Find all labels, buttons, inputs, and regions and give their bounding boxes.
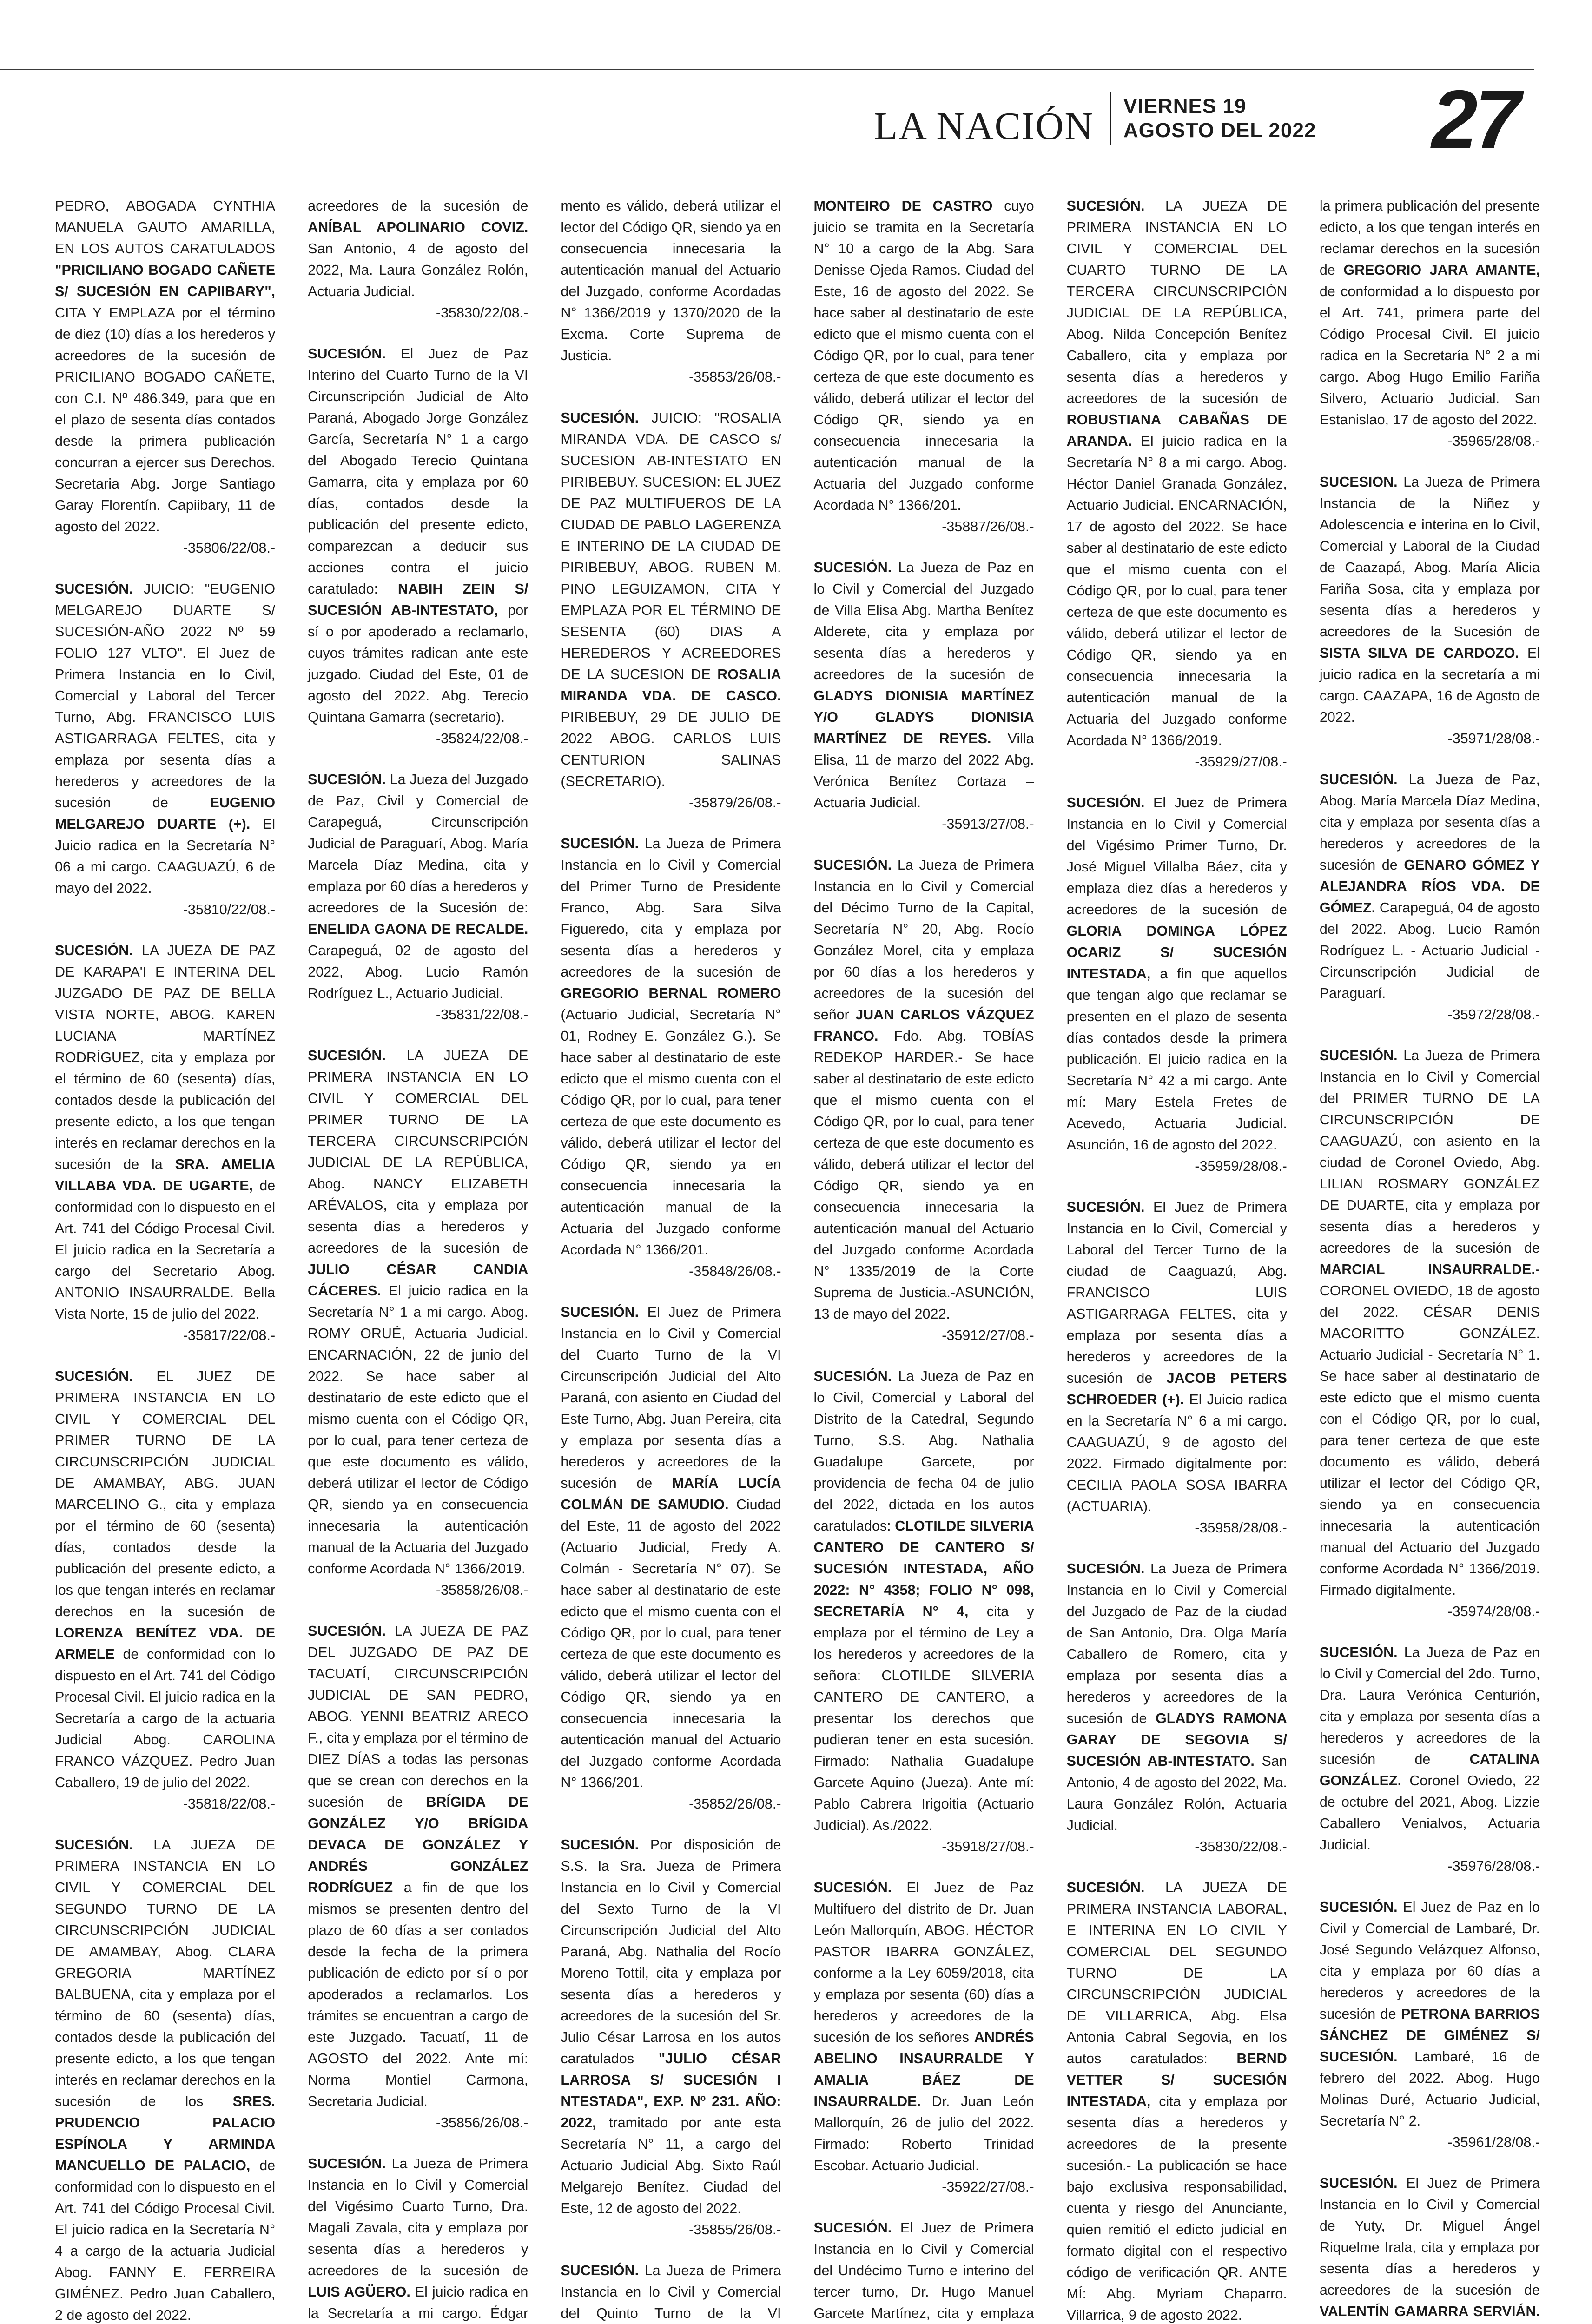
notice-details: PIRIBEBUY, 29 DE JULIO DE 2022 ABOG. CARLOS LUIS CENTURION SALINAS (SECRETARIO). [561,709,781,789]
notice-details: por sí o por apoderado a reclamarlo, cuyos trámites radican ante este juzgado. Ciudad del Este, 01 de agosto del 2022. Abg. Terecio Quintana Gamarra (secretario). [308,602,528,725]
notice-text: La Jueza de Paz, Abog. María Marcela Díaz Medina, cita y emplaza por sesenta días a herederos y acreedores de la sucesión de [1319,772,1540,873]
legal-notice [308,343,528,749]
notice-heading: SUCESIÓN. [561,1304,639,1320]
notice-heading: SUCESION. [1319,474,1398,490]
legal-notice [561,833,781,1282]
notice-details: de conformidad con lo dispuesto en el Art. 741 del Código Procesal Civil. El juicio radica en la Secretaría a cargo de la actuaria Judicial Abog. CAROLINA FRANCO VÁZQUEZ. Pedro Juan Caballero, 19 de julio del 2022. [55,1646,276,1790]
notice-reference: -35961/28/08.- [1447,2134,1540,2150]
notice-details: tramitado por ante esta Secretaría N° 11, a cargo del Actuario Judicial Abg. Sixto Raúl Melgarejo Benítez. Ciudad del Este, 12 de agosto del 2022. [561,2115,781,2216]
notice-name: ANÍBAL APOLINARIO COVIZ. [308,219,528,235]
notice-details: Villa Elisa, 11 de marzo del 2022 Abg. Verónica Benítez Cortaza – Actuaria Judicial. [813,731,1034,811]
legal-notice [813,854,1034,1346]
notice-reference: -35806/22/08.- [183,540,276,556]
legal-notice [1320,1045,1540,1622]
notice-details: Coronel Oviedo, 22 de octubre del 2021, Abog. Lizzie Caballero Venialvos, Actuaria Judicial. [1319,1773,1540,1853]
notice-heading: SUCESIÓN. [561,836,639,852]
notice-text: LA JUEZA DE PAZ DE KARAPA'I E INTERINA DEL JUZGADO DE PAZ DE BELLA VISTA NORTE, ABOG. KAREN LUCIANA MARTÍNEZ RODRÍGUEZ, cita y emplaza por el término de 60 (sesenta) días, contados desde la publicación del presente edicto, a los que tengan interés en reclamar derechos en la sucesión de la [55,943,276,1172]
notice-details: cita y emplaza por sesenta días a herederos y acreedores de la presente sucesión.- La publicación se hace bajo exclusiva responsabilidad, cuenta y riesgo del Anunciante, quien remitió el edicto judicial en formato digital con el respectivo código de verificación QR. ANTE MÍ: Abg. Myriam Chaparro. Villarrica, 9 de agosto 2022. [1066,2093,1287,2323]
column-3 [561,195,781,2324]
notice-reference: -35976/28/08.- [1447,1858,1540,1874]
notice-name: EUGENIO MELGAREJO DUARTE (+). [55,795,276,832]
legal-notice [1320,1642,1540,1877]
column-1 [55,195,275,2324]
notice-name: CATALINA GONZÁLEZ. [1319,1751,1540,1789]
issue-date [1123,94,1316,143]
notice-details: de conformidad con lo dispuesto en el Art. 741 del Código Procesal Civil. El juicio radica en la Secretaría a cargo del Secretario Abog. ANTONIO INSAURRALDE. Bella Vista Norte, 15 de julio del 2022. [55,1178,276,1322]
notice-name: ROSALIA MIRANDA VDA. DE CASCO. [561,667,781,704]
notice-name: MARCIAL INSAURRALDE.- [1319,1261,1540,1277]
notice-text: La Jueza de Primera Instancia en lo Civil y Comercial del Vigésimo Cuarto Turno, Dra. Magali Zavala, cita y emplaza por sesenta días a herederos y acreedores de la sucesión de [308,2156,528,2278]
notice-heading: SUCESIÓN. [1066,198,1145,214]
legal-notice [561,407,781,813]
notice-details: Ciudad del Este, 11 de agosto del 2022 (Actuario Judicial, Fredy A. Colmán - Secretaría N° 07). Se hace saber al destinatario de este edicto que el mismo cuenta con el Código QR, por lo cual, para tener certeza de que este documento es válido, deberá utilizar el lector del Código QR, siendo ya en consecuencia innecesaria la autenticación manual del Actuario del Juzgado conforme Acordada N° 1366/201. [561,1497,781,1790]
notice-details: El Juicio radica en la Secretaría N° 6 a mi cargo. CAAGUAZÚ, 9 de agosto del 2022. Firmado digitalmente por: CECILIA PAOLA SOSA IBARRA (ACTUARIA). [1066,1392,1287,1514]
column-5 [1067,195,1287,2324]
notice-details: Carapeguá, 02 de agosto del 2022, Abog. Lucio Ramón Rodríguez L., Actuario Judicial. [308,943,528,1001]
newspaper-name: LA NACIÓN [874,105,1094,148]
notice-details: cuyo juicio se tramita en la Secretaría N° 10 a cargo de la Abg. Sara Denisse Ojeda Ramos. Ciudad del Este, 16 de agosto del 2022. Se hace saber al destinatario de este edicto que el mismo cuenta con el Código QR, por lo cual, para tener certeza de que este documento es válido, deberá utilizar el lector del Código QR, siendo ya en consecuencia innecesaria la autenticación manual de la Actuaria del Juzgado conforme Acordada N° 1366/201. [813,198,1034,513]
notice-text: Por disposición de S.S. la Sra. Jueza de Primera Instancia en lo Civil y Comercial del Sexto Turno de la VI Circunscripción Judicial del Alto Paraná, Abg. Nathalia del Rocío Moreno Tottil, cita y emplaza por sesenta días a herederos y acreedores de la sucesión del Sr. Julio César Larrosa en los autos caratulados [561,1837,781,2067]
notice-heading: SUCESIÓN. [55,581,133,597]
notice-heading: SUCESIÓN. [1066,1199,1145,1215]
notice-reference: -35830/22/08.- [1195,1839,1287,1855]
legal-notice [55,1834,275,2324]
notice-reference: -35959/28/08.- [1195,1158,1287,1174]
notice-name: GLORIA DOMINGA LÓPEZ OCARIZ S/ SUCESIÓN INTESTADA, [1066,923,1287,982]
notice-text: LA JUEZA DE PRIMERA INSTANCIA EN LO CIVIL Y COMERCIAL DEL CUARTO TURNO DE LA TERCERA CIRCUNSCRIPCIÓN JUDICIAL DE LA REPÚBLICA, Abog. Nilda Concepción Benítez Caballero, cita y emplaza por sesenta días a herederos y acreedores de la sucesión de [1066,198,1287,406]
notice-reference: -35913/27/08.- [942,816,1034,832]
page-number: 27 [1432,73,1518,165]
notice-name: SRES. PRUDENCIO PALACIO ESPÍNOLA Y ARMINDA MANCUELLO DE PALACIO, [55,2093,276,2173]
notice-reference: -35971/28/08.- [1447,731,1540,746]
notice-text: La Jueza de Paz en lo Civil y Comercial del Juzgado de Villa Elisa Abg. Martha Benítez Alderete, cita y emplaza por sesenta días a herederos y acreedores de la sucesión de [813,560,1034,682]
notice-name: LUIS AGÜERO. [308,2284,410,2300]
notice-reference: -35831/22/08.- [436,1007,528,1023]
notice-name: BERND VETTER S/ SUCESIÓN INTESTADA, [1066,2051,1287,2109]
notice-name: JACOB PETERS SCHROEDER (+). [1066,1370,1287,1407]
notice-heading: SUCESIÓN. [1319,1899,1398,1915]
notice-text: acreedores de la sucesión de [308,198,528,214]
legal-notice [1067,792,1287,1177]
notice-text: El Juez de Primera Instancia en lo Civil y Comercial del Vigésimo Primer Turno, Dr. José Miguel Villalba Báez, cita y emplaza diez días a herederos y acreedores de la sucesión de [1066,795,1287,918]
notice-text: La Jueza de Primera Instancia en lo Civil y Comercial del Décimo Turno de la Capital, Secretaría N° 20, Abg. Rocío González Morel, cita y emplaza por 60 días a los herederos y acreedores de la sucesión del señor [813,857,1034,1023]
notice-details: a fin que aquellos que tengan algo que reclamar se presenten en el plazo de sesenta días contados desde la primera publicación. El juicio radica en la Secretaría N° 42 a mi cargo. Ante mí: Mary Estela Fretes de Acevedo, Actuaria Judicial. Asunción, 16 de agosto del 2022. [1066,966,1287,1153]
legal-notice [813,1877,1034,2198]
notice-heading: SUCESIÓN. [308,772,386,787]
notice-details: El juicio radica en la Secretaría a mi cargo. Édgar [308,2284,528,2321]
issue-date-month: AGOSTO DEL 2022 [1123,119,1316,142]
notice-details: de conformidad a lo dispuesto por el Art. 741, primera parte del Código Procesal Civil. El juicio radica en la Secretaría N° 2 a mi cargo. Abog Hugo Emilio Fariña Silvero, Actuario Judicial. San Estanislao, 17 de agosto del 2022. [1319,284,1540,428]
notice-heading: SUCESIÓN. [561,2263,639,2278]
notice-details: San Antonio, 4 de agosto del 2022, Ma. Laura González Rolón, Actuaria Judicial. [308,241,528,299]
legal-notice [308,2153,528,2324]
notice-heading: SUCESIÓN. [308,346,386,362]
notice-heading: SUCESIÓN. [1319,1644,1398,1660]
notice-heading: SUCESIÓN. [55,943,133,958]
notice-details: El Juicio radica en la Secretaría N° 06 a mi cargo. CAAGUAZÚ, 6 de mayo del 2022. [55,816,276,896]
notice-reference: -35922/27/08.- [942,2179,1034,2195]
notice-text: JUICIO: "ROSALIA MIRANDA VDA. DE CASCO s/ SUCESION AB-INTESTATO EN PIRIBEBUY. SUCESION: EL JUEZ DE PAZ MULTIFUEROS DE LA CIUDAD DE PABLO LAGERENZA E INTERINO DE LA CIUDAD DE PIRIBEBUY, ABOG. RUBEN M. PINO LEGUIZAMON, CITA Y EMPLAZA POR EL TÉRMINO DE SESENTA (60) DIAS A HEREDEROS Y ACREEDORES DE LA SUCESION DE [561,410,781,682]
notice-reference: -35929/27/08.- [1195,754,1287,770]
notice-details: San Antonio, 4 de agosto del 2022, Ma. Laura González Rolón, Actuaria Judicial. [1066,1753,1287,1833]
notice-heading: SUCESIÓN. [1319,2175,1398,2191]
notice-heading: SUCESIÓN. [1066,1561,1145,1577]
notice-text: El Juez de Primera Instancia en lo Civil y Comercial del Undécimo Turno e interino del tercer turno, Dr. Hugo Manuel Garcete Martínez, cita y emplaza [813,2220,1034,2321]
notice-text: mento es válido, deberá utilizar el lector del Código QR, siendo ya en consecuencia innecesaria la autenticación manual del Actuario del Juzgado, conforme Acordadas N° 1366/2019 y 1370/2020 de la Excma. Corte Suprema de Justicia. [561,198,781,363]
notice-text: El Juez de Paz Multifuero del distrito de Dr. Juan León Mallorquín, ABOG. HÉCTOR PASTOR IBARRA GONZÁLEZ, conforme a la Ley 6059/2018, cita y emplaza por sesenta (60) días a herederos y acreedores de la sucesión de los señores [813,1880,1034,2045]
notice-reference: -35858/26/08.- [436,1582,528,1598]
notice-heading: SUCESIÓN. [813,560,892,575]
notice-reference: -35887/26/08.- [942,519,1034,535]
notice-text: La Jueza de Primera Instancia en lo Civil y Comercial del PRIMER TURNO DE LA CIRCUNSCRIPCIÓN DE CAAGUAZÚ, con asiento en la ciudad de Coronel Oviedo, Abg. LILIAN ROSMARY GONZÁLEZ DE DUARTE, cita y emplaza por sesenta días a herederos y acreedores de la sucesión de [1319,1048,1540,1256]
legal-notice [1067,1877,1287,2324]
notice-heading: SUCESIÓN. [561,410,639,426]
notice-reference: -35965/28/08.- [1447,433,1540,449]
notice-text: la primera publicación del presente edicto, a los que tengan interés en reclamar derechos en la sucesión de [1319,198,1540,278]
notice-text: La Jueza de Primera Instancia en lo Civil y Comercial del Quinto Turno de la VI [561,2263,781,2321]
masthead-divider [1110,92,1111,145]
notice-details: Carapeguá, 04 de agosto del 2022. Abog. Lucio Ramón Rodríguez L. - Actuario Judicial - Circunscripción Judicial de Paraguarí. [1319,900,1540,1001]
notice-text: El Juez de Primera Instancia en lo Civil y Comercial de Yuty, Dr. Miguel Ángel Riquelme Irala, cita y emplaza por sesenta días a herederos y acreedores de la sucesión de [1319,2175,1540,2298]
legal-notice [1320,195,1540,452]
legal-notice [55,578,275,920]
notice-heading: SUCESIÓN. [813,1368,892,1384]
notice-name: JUAN CARLOS VÁZQUEZ FRANCO. [813,1007,1034,1044]
masthead [874,88,1316,149]
notice-reference: -35856/26/08.- [436,2115,528,2131]
legal-notice [55,195,275,559]
notice-text: La Jueza del Juzgado de Paz, Civil y Comercial de Carapeguá, Circunscripción Judicial de Paraguarí, Abog. María Marcela Díaz Medina, cita y emplaza por 60 días a herederos y acreedores de la Sucesión de: [308,772,528,916]
notice-text: La Jueza de Primera Instancia en lo Civil y Comercial del Primer Turno de Presidente Franco, Abg. Sara Silva Figueredo, cita y emplaza por sesenta días a herederos y acreedores de la sucesión de [561,836,781,980]
legal-notice [813,1366,1034,1857]
notice-reference: -35817/22/08.- [183,1327,276,1343]
notice-name: "JULIO CÉSAR LARROSA S/ SUCESIÓN I NTESTADA", EXP. Nº 231. AÑO: 2022, [561,2051,781,2131]
notice-reference: -35818/22/08.- [183,1796,276,1812]
notice-details: (Actuario Judicial, Secretaría N° 01, Rodney E. González G.). Se hace saber al destinatario de este edicto que el mismo cuenta con el Código QR, por lo cual, para tener certeza de que este documento es válido, deberá utilizar el lector del Código QR, siendo ya en consecuencia innecesaria la autenticación manual de la Actuaria del Juzgado conforme Acordada N° 1366/201. [561,1007,781,1258]
notice-details: cita y emplaza por el término de Ley a los herederos y acreedores de la señora: CLOTILDE SILVERIA CANTERO DE CANTERO, a presentar los derechos que pudieran tener en esta sucesión. Firmado: Nathalia Guadalupe Garcete Aquino (Jueza). Ante mí: Pablo Cabrera Irigoitia (Actuario Judicial). As./2022. [813,1604,1034,1833]
legal-notice [1320,769,1540,1025]
notice-name: GLADYS RAMONA GARAY DE SEGOVIA S/ SUCESIÓN AB-INTESTATO. [1066,1710,1287,1769]
legal-notice [813,195,1034,537]
column-2 [308,195,528,2324]
legal-notice [1320,1896,1540,2153]
column-6 [1320,195,1540,2324]
legal-notice [308,1620,528,2133]
notice-details: a fin de que los mismos se presenten dentro del plazo de 60 días a ser contados desde la fecha de la primera publicación de edicto por sí o por apoderados a reclamarlos. Los trámites se encuentran a cargo de este Juzgado. Tacuatí, 11 de AGOSTO del 2022. Ante mí: Norma Montiel Carmona, Secretaria Judicial. [308,1880,528,2109]
notice-reference: -35912/27/08.- [942,1327,1034,1343]
notice-reference: -35848/26/08.- [689,1263,781,1279]
notice-text: PEDRO, ABOGADA CYNTHIA MANUELA GAUTO AMARILLA, EN LOS AUTOS CARATULADOS [55,198,276,257]
notice-text: LA JUEZA DE PRIMERA INSTANCIA LABORAL, E INTERINA EN LO CIVIL Y COMERCIAL DEL SEGUNDO TURNO DE LA CIRCUNSCRIPCIÓN JUDICIAL DE VILLARRICA, Abg. Elsa Antonia Cabral Segovia, en los autos caratulados: [1066,1880,1287,2067]
notice-name: VALENTÍN GAMARRA SERVIÁN. [1319,2304,1540,2319]
notice-name: JULIO CÉSAR CANDIA CÁCERES. [308,1261,528,1299]
legal-notice [55,1366,275,1815]
notice-reference: -35972/28/08.- [1447,1007,1540,1023]
notice-name: SRA. AMELIA VILLABA VDA. DE UGARTE, [55,1156,276,1194]
legal-notice [1067,1196,1287,1538]
notice-name: ROBUSTIANA CABAÑAS DE ARANDA. [1066,412,1287,449]
notice-heading: SUCESIÓN. [1319,1048,1398,1063]
classified-columns [55,195,1540,2323]
notice-heading: SUCESIÓN. [813,857,892,873]
legal-notice [561,1301,781,1815]
legal-notice [1320,471,1540,749]
legal-notice [561,195,781,388]
notice-text: EL JUEZ DE PRIMERA INSTANCIA EN LO CIVIL Y COMERCIAL DEL PRIMER TURNO DE LA CIRCUNSCRIPCIÓN JUDICIAL DE AMAMBAY, ABG. JUAN MARCELINO G., cita y emplaza por el término de 60 (sesenta) días, contados desde la publicación del presente edicto, a los que tengan interés en reclamar derechos en la sucesión de [55,1368,276,1619]
notice-text: La Jueza de Paz en lo Civil, Comercial y Laboral del Distrito de la Catedral, Segundo Turno, S.S. Abg. Nathalia Guadalupe Garcete, por providencia de fecha 04 de julio del 2022, dictada en los autos caratulados: [813,1368,1034,1534]
legal-notice [308,195,528,324]
notice-text: LA JUEZA DE PAZ DEL JUZGADO DE PAZ DE TACUATÍ, CIRCUNSCRIPCIÓN JUDICIAL DE SAN PEDRO, ABOG. YENNI BEATRIZ ARECO F., cita y emplaza por el término de DIEZ DÍAS a todas las personas que se crean con derechos en la sucesión de [308,1623,528,1810]
legal-notice [813,557,1034,835]
notice-text: El Juez de Primera Instancia en lo Civil, Comercial y Laboral del Tercer Turno de la ciudad de Caaguazú, Abg. FRANCISCO LUIS ASTIGARRAGA FELTES, cita y emplaza por sesenta días a herederos y acreedores de la sucesión de [1066,1199,1287,1386]
notice-details: El juicio radica en la Secretaría N° 1 a mi cargo. Abog. ROMY ORUÉ, Actuaria Judicial. ENCARNACIÓN, 22 de junio del 2022. Se hace saber al destinatario de este edicto que el mismo cuenta con el Código QR, por lo cual, para tener certeza de que este documento es válido, deberá utilizar el lector de Código QR, siendo ya en consecuencia innecesaria la autenticación manual de la Actuaria del Juzgado conforme Acordada N° 1366/2019. [308,1283,528,1577]
notice-heading: SUCESIÓN. [1319,772,1398,787]
notice-reference: -35830/22/08.- [436,305,528,321]
column-4 [813,195,1034,2324]
notice-heading: SUCESIÓN. [1066,795,1145,811]
notice-name: GENARO GÓMEZ Y ALEJANDRA RÍOS VDA. DE GÓMEZ. [1319,857,1540,916]
notice-reference: -35855/26/08.- [689,2222,781,2238]
notice-details: Fdo. Abg. TOBÍAS REDEKOP HARDER.- Se hace saber al destinatario de este edicto que el mismo cuenta con el Código QR, por lo cual, para tener certeza de que este documento es válido, deberá utilizar el lector del Código QR, siendo ya en consecuencia innecesaria la autenticación manual del Actuario del Juzgado conforme Acordada N° 1335/2019 de la Corte Suprema de Justicia.-ASUNCIÓN, 13 de mayo del 2022. [813,1028,1034,1322]
notice-name: GREGORIO JARA AMANTE, [1343,262,1540,278]
notice-text: LA JUEZA DE PRIMERA INSTANCIA EN LO CIVIL Y COMERCIAL DEL PRIMER TURNO DE LA TERCERA CIRCUNSCRIPCIÓN JUDICIAL DE LA REPÚBLICA, Abog. NANCY ELIZABETH ARÉVALOS, cita y emplaza por sesenta días a herederos y acreedores de la sucesión de [308,1048,528,1256]
notice-name: GLADYS DIONISIA MARTÍNEZ Y/O GLADYS DIONISIA MARTÍNEZ DE REYES. [813,688,1034,746]
legal-notice [1067,1558,1287,1857]
notice-heading: SUCESIÓN. [55,1837,133,1853]
notice-reference: -35853/26/08.- [689,369,781,385]
legal-notice [308,1045,528,1601]
notice-heading: SUCESIÓN. [561,1837,639,1853]
notice-text: La Jueza de Primera Instancia en lo Civil y Comercial del Juzgado de Paz de la ciudad de San Antonio, Dra. Olga María Caballero de Romero, cita y emplaza por sesenta días a herederos y acreedores de la sucesión de [1066,1561,1287,1726]
notice-heading: SUCESIÓN. [55,1368,133,1384]
notice-reference: -35879/26/08.- [689,795,781,811]
notice-text: JUICIO: "EUGENIO MELGAREJO DUARTE S/ SUCESIÓN-AÑO 2022 Nº 59 FOLIO 127 VLTO". El Juez de Primera Instancia en lo Civil, Comercial y Laboral del Tercer Turno, Abg. FRANCISCO LUIS ASTIGARRAGA FELTES, cita y emplaza por sesenta días a herederos y acreedores de la sucesión de [55,581,276,811]
notice-text: El Juez de Paz Interino del Cuarto Turno de la VI Circunscripción Judicial de Alto Paraná, Abogado Jorge González García, Secretaría N° 1 a cargo del Abogado Terecio Quintana Gamarra, cita y emplaza por 60 días, contados desde la publicación del presente edicto, comparezcan a deducir sus acciones contra el juicio caratulado: [308,346,528,597]
legal-notice [1067,195,1287,772]
notice-details: CORONEL OVIEDO, 18 de agosto del 2022. CÉSAR DENIS MACORITTO GONZÁLEZ. Actuario Judicial - Secretaría N° 1. Se hace saber al destinatario de este edicto que el mismo cuenta con el Código QR, por lo cual, para tener certeza de que este documento es válido, deberá utilizar el lector del Código QR, siendo ya en consecuencia innecesaria la autenticación manual del Actuario del Juzgado conforme Acordada N° 1366/2019. Firmado digitalmente. [1319,1283,1540,1598]
legal-notice [55,940,275,1346]
legal-notice [561,2260,781,2324]
notice-name: MONTEIRO DE CASTRO [813,198,993,214]
notice-reference: -35958/28/08.- [1195,1520,1287,1536]
notice-heading: SUCESIÓN. [1066,1880,1145,1895]
notice-name: "PRICILIANO BOGADO CAÑETE S/ SUCESIÓN EN CAPIIBARY", [55,262,276,299]
notice-name: SISTA SILVA DE CARDOZO. [1319,645,1519,661]
notice-text: El Juez de Paz en lo Civil y Comercial de Lambaré, Dr. José Segundo Velázquez Alfonso, cita y emplaza por 60 días a herederos y acreedores de la sucesión de [1319,1899,1540,2022]
notice-heading: SUCESIÓN. [308,1048,386,1063]
notice-reference: -35810/22/08.- [183,902,276,918]
notice-name: GREGORIO BERNAL ROMERO [561,985,781,1001]
notice-name: LORENZA BENÍTEZ VDA. DE ARMELE [55,1625,276,1662]
notice-name: CLOTILDE SILVERIA CANTERO DE CANTERO S/ SUCESIÓN INTESTADA, AÑO 2022: N° 4358; FOLIO N° 098, SECRETARÍA N° 4, [813,1518,1034,1619]
notice-name: MARÍA LUCÍA COLMÁN DE SAMUDIO. [561,1475,781,1512]
notice-reference: -35974/28/08.- [1447,1604,1540,1619]
legal-notice [813,2217,1034,2324]
notice-details: El juicio radica en la Secretaría N° 8 a mi cargo. Abog. Héctor Daniel Granada González, Actuario Judicial. ENCARNACIÓN, 17 de agosto del 2022. Se hace saber al destinatario de este edicto que el mismo cuenta con el Código QR, por lo cual, para tener certeza de que este documento es válido, deberá utilizar el lector de Código QR, siendo ya en consecuencia innecesaria la autenticación manual de la Actuaria del Juzgado conforme Acordada N° 1366/2019. [1066,433,1287,748]
notice-heading: SUCESIÓN. [308,1623,386,1639]
notice-details: Dr. Juan León Mallorquín, 26 de julio del 2022. Firmado: Roberto Trinidad Escobar. Actuario Judicial. [813,2093,1034,2173]
notice-details: El juicio radica en la secretaría a mi cargo. CAAZAPA, 16 de Agosto de 2022. [1319,645,1540,725]
notice-details: CITA Y EMPLAZA por el término de diez (10) días a los herederos y acreedores de la sucesión de PRICILIANO BOGADO CAÑETE, con C.I. Nº 486.349, para que en el plazo de sesenta días contados desde la primera publicación concurran a ejercer sus Derechos. Secretaria Abg. Jorge Santiago Garay Florentín. Capiibary, 11 de agosto del 2022. [55,305,276,535]
issue-date-weekday: VIERNES 19 [1123,95,1247,118]
notice-details: Lambaré, 16 de febrero del 2022. Abog. Hugo Molinas Duré, Actuario Judicial, Secretaría N° 2. [1319,2049,1540,2129]
notice-reference: -35852/26/08.- [689,1796,781,1812]
notice-text: El Juez de Primera Instancia en lo Civil y Comercial del Cuarto Turno de la VI Circunscripción Judicial del Alto Paraná, con asiento en Ciudad del Este Turno, Abg. Juan Pereira, cita y emplaza por sesenta días a herederos y acreedores de la sucesión de [561,1304,781,1491]
notice-heading: SUCESIÓN. [813,2220,892,2236]
notice-reference: -35824/22/08.- [436,731,528,746]
notice-heading: SUCESIÓN. [813,1880,892,1895]
notice-text: LA JUEZA DE PRIMERA INSTANCIA EN LO CIVIL Y COMERCIAL DEL SEGUNDO TURNO DE LA CIRCUNSCRIPCIÓN JUDICIAL DE AMAMBAY, Abog. CLARA GREGORIA MARTÍNEZ BALBUENA, cita y emplaza por el término de 60 (sesenta) días, contados desde la publicación del presente edicto, a los que tengan interés en reclamar derechos en la sucesión de los [55,1837,276,2109]
header-rule [0,69,1534,70]
legal-notice [1320,2172,1540,2324]
notice-name: BRÍGIDA DE GONZÁLEZ Y/O BRÍGIDA DEVACA DE GONZÁLEZ Y ANDRÉS GONZÁLEZ RODRÍGUEZ [308,1794,528,1895]
legal-notice [308,769,528,1025]
notice-text: La Jueza de Paz en lo Civil y Comercial del 2do. Turno, Dra. Laura Verónica Centurión, cita y emplaza por sesenta días a herederos y acreedores de la sucesión de [1319,1644,1540,1767]
notice-name: ANDRÉS ABELINO INSAURRALDE Y AMALIA BÁEZ DE INSAURRALDE. [813,2029,1034,2109]
notice-text: La Jueza de Primera Instancia de la Niñez y Adolescencia e interina en lo Civil, Comercial y Laboral de la Ciudad de Caazapá, Abog. María Alicia Fariña Sosa, cita y emplaza por sesenta días a herederos y acreedores de la Sucesión de [1319,474,1540,640]
notice-heading: SUCESIÓN. [308,2156,386,2172]
notice-reference: -35918/27/08.- [942,1839,1034,1855]
notice-details: de conformidad con lo dispuesto en el Art. 741 del Código Procesal Civil. El juicio radica en la Secretaría N° 4 a cargo de la actuaria Judicial Abog. FANNY E. FERREIRA GIMÉNEZ. Pedro Juan Caballero, 2 de agosto del 2022. [55,2158,276,2323]
notice-name: PETRONA BARRIOS SÁNCHEZ DE GIMÉNEZ S/ SUCESIÓN. [1319,2006,1540,2065]
notice-name: NABIH ZEIN S/ SUCESIÓN AB-INTESTATO, [308,581,528,618]
notice-name: ENELIDA GAONA DE RECALDE. [308,921,528,937]
legal-notice [561,1834,781,2240]
